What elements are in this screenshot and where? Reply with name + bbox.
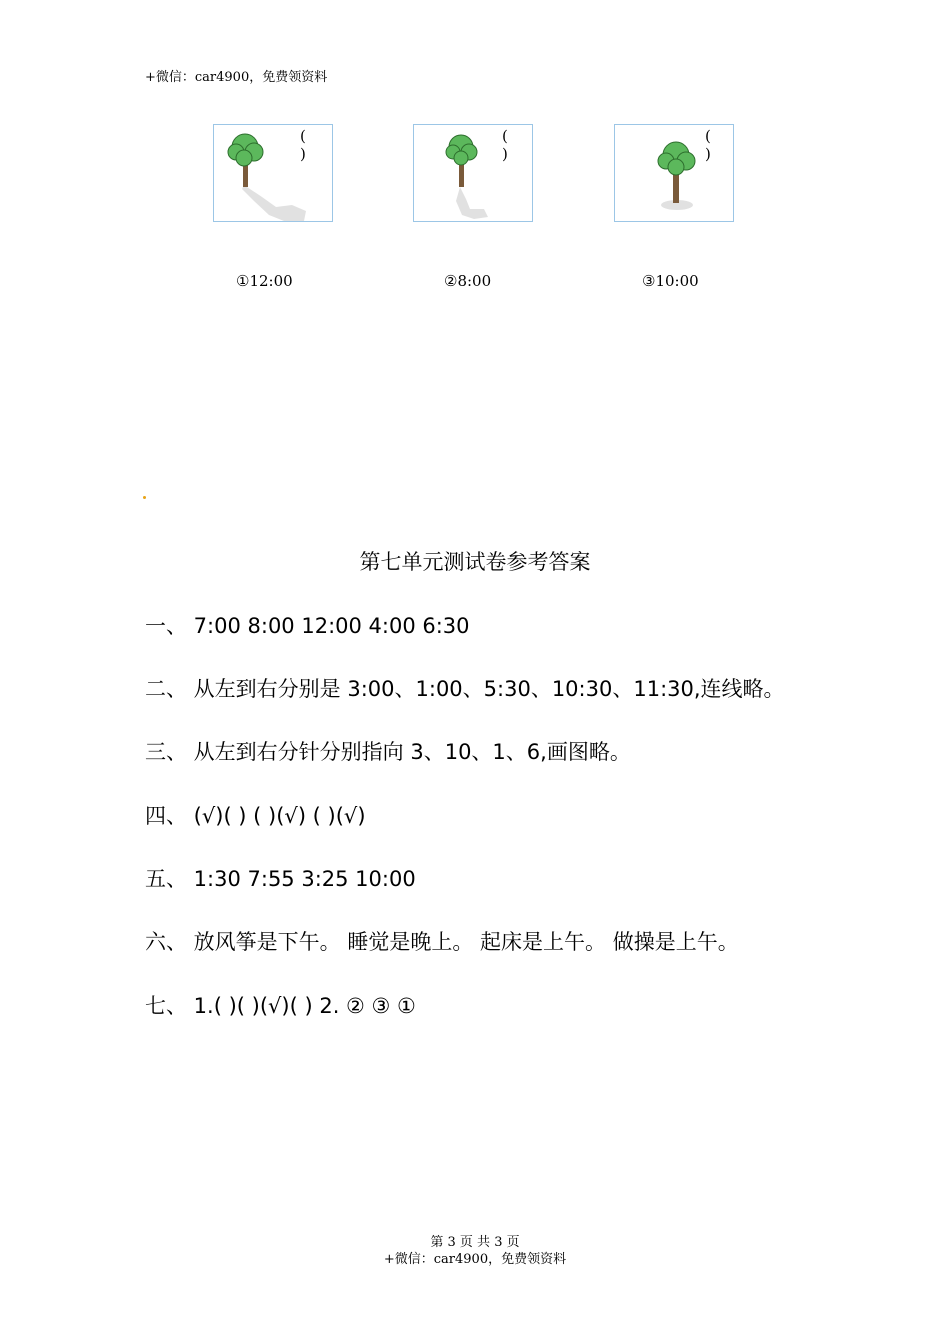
answer-line-1: 一、 7:00 8:00 12:00 4:00 6:30: [145, 614, 470, 638]
answer-paren-1: ( ): [300, 127, 314, 163]
page-number: 第 3 页 共 3 页: [430, 1235, 520, 1250]
answer-line-7: 七、 1.( )( )(√)( ) 2. ② ③ ①: [145, 994, 416, 1018]
footer-note: +微信：car4900，免费领资料: [383, 1252, 567, 1267]
tree-picture-3: [614, 124, 734, 222]
answer-line-5: 五、 1:30 7:55 3:25 10:00: [145, 867, 416, 891]
tree-label-1: ①12:00: [236, 272, 293, 290]
answer-paren-2: ( ): [502, 127, 516, 163]
tree-picture-2: [413, 124, 533, 222]
answer-line-6: 六、 放风筝是下午。 睡觉是晚上。 起床是上午。 做操是上午。: [145, 930, 739, 954]
answer-line-4: 四、 (√)( ) ( )(√) ( )(√): [145, 804, 366, 828]
tree-picture-1: [213, 124, 333, 222]
answer-line-2: 二、 从左到右分别是 3:00、1:00、5:30、10:30、11:30,连线略。: [145, 677, 785, 701]
tree-label-3: ③10:00: [642, 272, 699, 290]
tree-label-2: ②8:00: [444, 272, 492, 290]
answer-line-3: 三、 从左到右分针分别指向 3、10、1、6,画图略。: [145, 740, 631, 764]
answer-title: 第七单元测试卷参考答案: [359, 550, 591, 574]
stray-dot-mark: [143, 496, 146, 499]
answer-paren-3: ( ): [705, 127, 719, 163]
header-note: +微信：car4900，免费领资料: [145, 70, 328, 85]
